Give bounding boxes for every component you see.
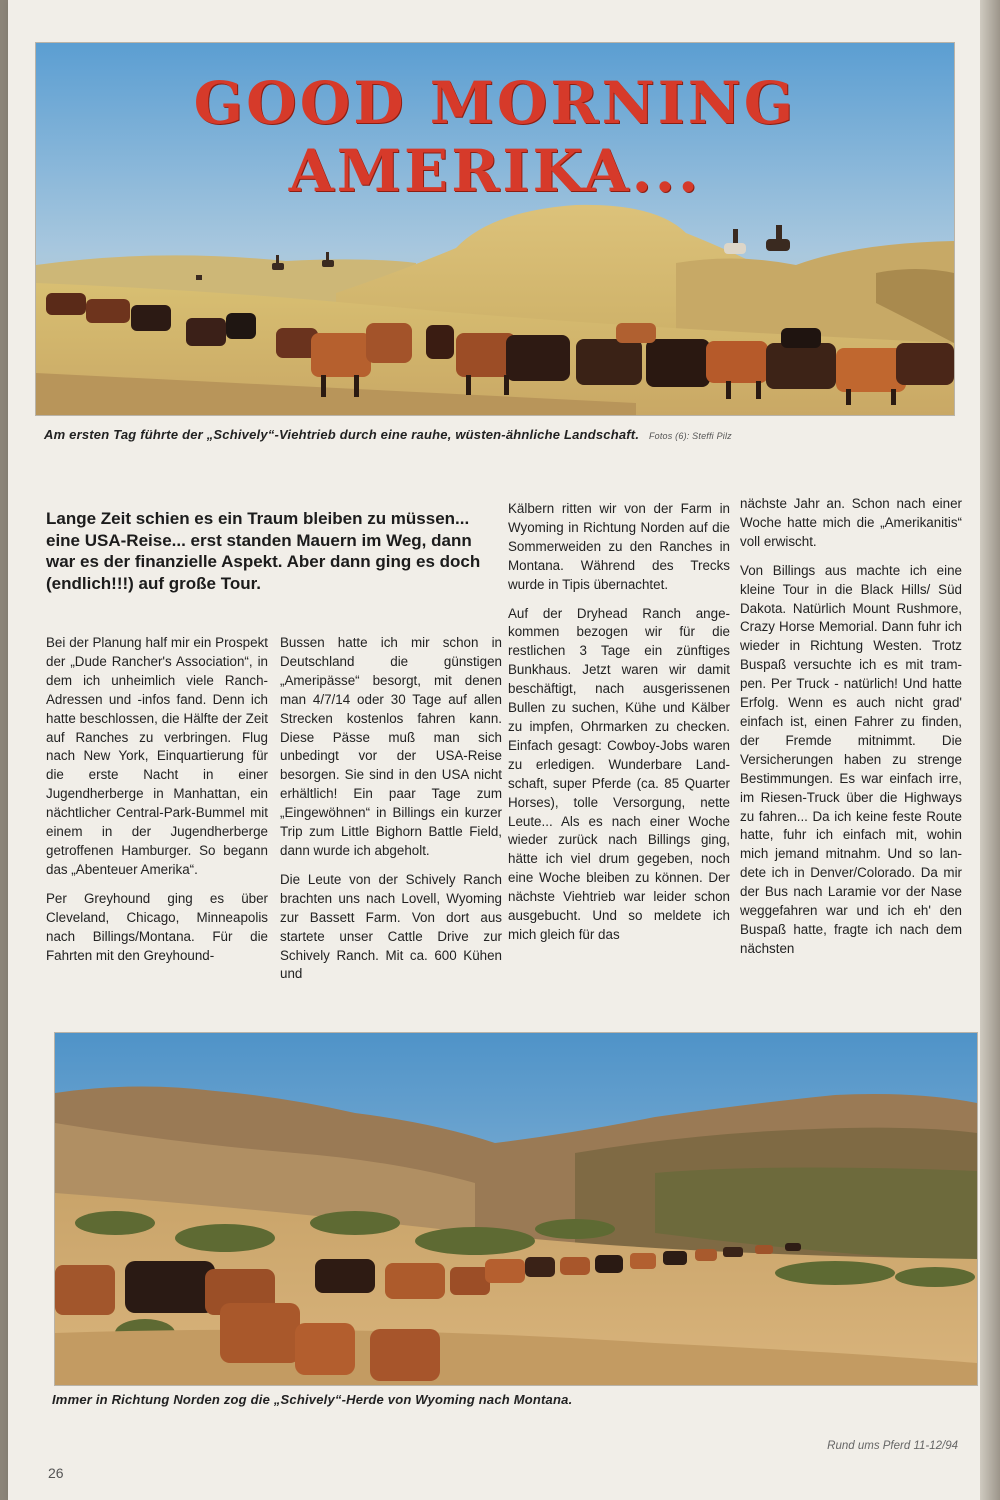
top-photo-caption [44, 427, 732, 442]
paragraph: Die Leute von der Schively Ranch brachten uns nach Lovell, Wyoming zur Bassett Farm. Von dort aus startete unser Cattle Drive zur Schively Ranch. Mit ca. 600 Kühen und [280, 871, 502, 982]
top-photo [35, 42, 955, 416]
canyon-herd-illustration [55, 1033, 977, 1385]
article-column-2 [280, 634, 502, 984]
paragraph: Auf der Dryhead Ranch angekommen bezogen wir für die restlichen 3 Tage ein zünftiges Bunkhaus. Jetzt waren wir damit beschäftigt, nach ausgerissenen Bullen zu suchen, Kühe und Kälber zu impfen, Ohrmarken zu checken. Einfach gesagt: Cowboy-Jobs waren zu erledigen. Wunderbare Landschaft, super Pferde (ca. 85 Quarter Horses), tolle Versorgung, nette Leute... Als es nach einer Woche wieder zurück nach Billings ging, hätte ich viel drum gegeben, noch eine Woche bleiben zu können. Der nächste Viehtrieb war leider schon ausgebucht. Und so meldete ich mich gleich für das [508, 605, 730, 942]
photo-credit: Fotos (6): Steffi Pilz [648, 431, 732, 441]
article-column-3 [508, 500, 730, 945]
paragraph: Kälbern ritten wir von der Farm in Wyoming in Richtung Norden auf die Sommerweiden zu den Ranches in Montana. Während des Trecks wurde in Tipis übernachtet. [508, 501, 730, 592]
paragraph: Bussen hatte ich mir schon in Deutschland die günstigen „Ameripässe“ besorgt, mit denen man 4/7/14 oder 30 Tage auf allen Strecken kostenlos fahren kann. Diese Pässe muß man sich unbedingt vor der USA-Reise besorgen. Sie sind in den USA nicht erhältlich! Ein paar Tage zum „Eingewöhnen“ in Billings ein kurzer Trip zum Little Bighorn Battle Field, dann wurde ich abgeholt. [280, 635, 502, 858]
page-edge [980, 0, 1000, 1500]
page-number: 26 [48, 1465, 64, 1481]
bottom-photo [54, 1032, 978, 1386]
bottom-photo-caption: Immer in Richtung Norden zog die „Schively“-Herde von Wyoming nach Montana. [52, 1392, 573, 1407]
paragraph: Per Greyhound ging es über Cleveland, Chicago, Minneapolis nach Billings/Montana. Für die Fahrten mit den Greyhound- [46, 890, 268, 963]
paragraph: Von Billings aus machte ich eine kleine Tour in die Black Hills/ Süd Dakota. Natürlich Mount Rushmore, Crazy Horse Memorial. Dann fuhr ich wieder in Richtung Westen. Trotz Buspaß versuchte ich es mit trampen. Per Truck - natürlich! Und hatte Erfolg. Wenn es auch nicht grad' einfach ist, einen Fahrer zu finden, der Fremde mitnimmt. Die Versicherungen haben zu strenge Bestimmungen. Es war einfach irre, im Riesen-Truck über die Highways zu fahren... Da ich keine feste Route hatte, fuhr ich einfach mit, wohin mich jemand mitnahm. Und so landete ich in Denver/Colorado. Da mir der Bus nach Laramie vor der Nase weggefahren war und ich eh' den Buspaß hatte, fragte ich nach dem nächsten [740, 562, 962, 956]
article-lead: Lange Zeit schien es ein Traum bleiben zu müssen... eine USA-Reise... erst standen Mauern im Weg, dann war es der finanzielle Aspekt. Aber dann ging es doch (endlich!!!) auf große Tour. [46, 509, 481, 593]
paragraph: Bei der Planung half mir ein Prospekt der „Dude Rancher's Association“, in dem ich unheimlich viele Ranch-Adressen und -infos fand. Denn ich hatte beschlossen, die Hälfte der Zeit auf Ranches zu verbringen. Flug nach New York, Einquartierung für die erste Nacht in einer Jugendherberge in Manhattan, ein nächtlicher Central-Park-Bummel mit einem in der Jugendherberge getroffenen Hamburger. So begann das „Abenteuer Amerika“. [46, 635, 268, 877]
headline: GOOD MORNING AMERIKA... [193, 69, 797, 205]
magazine-page [8, 0, 980, 1500]
article-column-1 [46, 634, 268, 965]
top-caption-text: Am ersten Tag führte der „Schively“-Viehtrieb durch eine rauhe, wüsten-ähnliche Landschaft. [44, 427, 640, 442]
magazine-issue: Rund ums Pferd 11-12/94 [827, 1440, 958, 1452]
paragraph: nächste Jahr an. Schon nach einer Woche hatte mich die „Amerikanitis“ voll erwischt. [740, 496, 962, 549]
article-column-4 [740, 495, 962, 959]
